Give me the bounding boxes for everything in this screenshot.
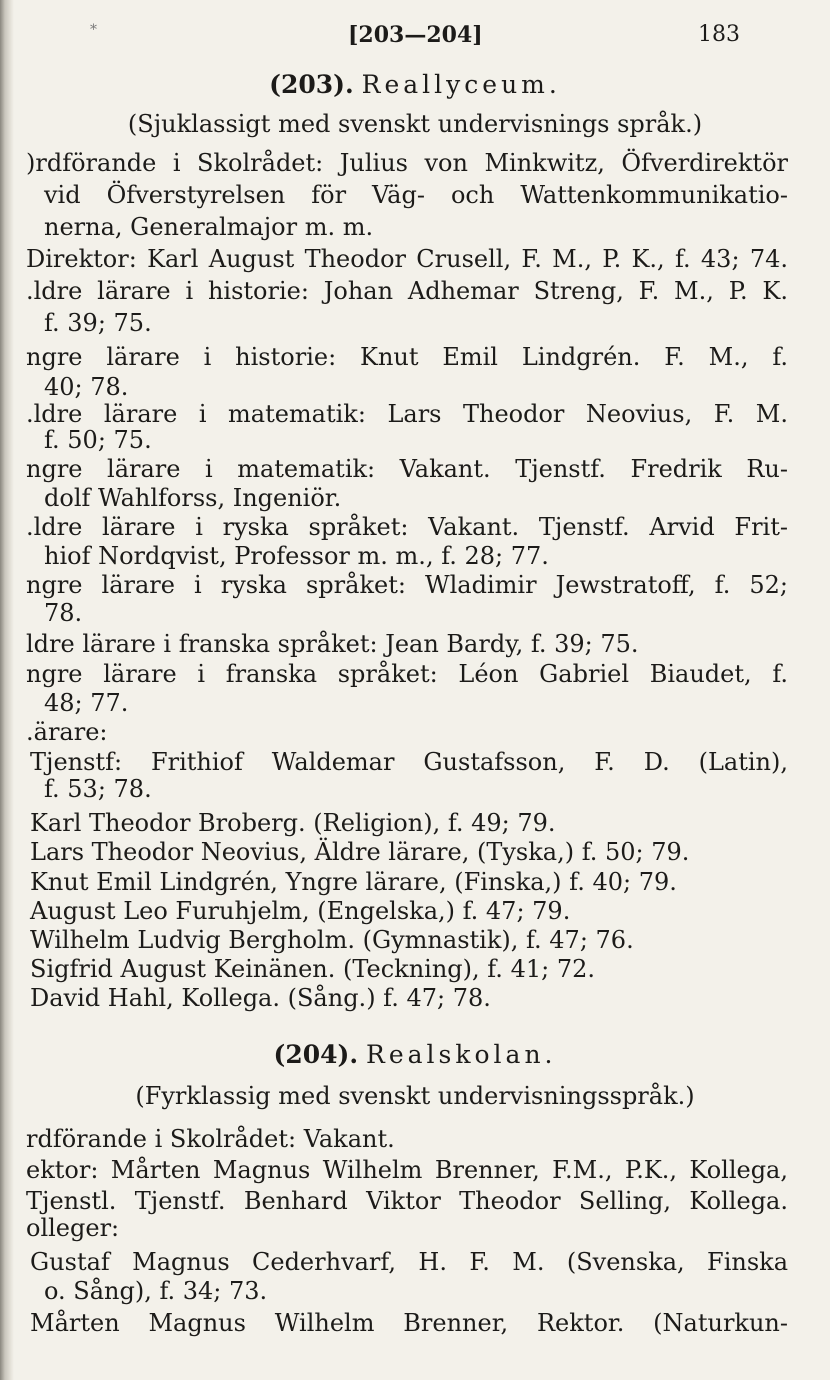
text-line: rdförande i Skolrådet: Vakant. <box>26 1125 395 1153</box>
page-mark: * <box>90 22 97 38</box>
page-number: 183 <box>698 22 740 47</box>
text-line: ngre lärare i franska språket: Léon Gabriel Biaudet, f. <box>26 660 788 688</box>
text-line: .ldre lärare i historie: Johan Adhemar Streng, F. M., P. K. <box>26 277 788 305</box>
text-line: .ldre lärare i matematik: Lars Theodor Neovius, F. M. <box>26 400 788 428</box>
text-line: ngre lärare i matematik: Vakant. Tjenstf. Fredrik Ru- <box>26 455 788 483</box>
text-line: Karl Theodor Broberg. (Religion), f. 49; 79. <box>30 809 556 837</box>
text-line: olleger: <box>26 1214 120 1242</box>
section-name: Reallyceum. <box>361 70 561 99</box>
text-line: f. 53; 78. <box>44 775 152 803</box>
text-line: August Leo Furuhjelm, (Engelska,) f. 47; 79. <box>30 897 571 925</box>
text-line: nerna, Generalmajor m. m. <box>44 213 374 241</box>
text-line: ngre lärare i historie: Knut Emil Lindgrén. F. M., f. <box>26 343 788 371</box>
text-line: Lars Theodor Neovius, Äldre lärare, (Tyska,) f. 50; 79. <box>30 838 690 866</box>
text-line: dolf Wahlforss, Ingeniör. <box>44 484 342 512</box>
text-line: )rdförande i Skolrådet: Julius von Minkwitz, Öfverdirektör <box>26 149 788 177</box>
text-line: Tjenstl. Tjenstf. Benhard Viktor Theodor Selling, Kollega. <box>26 1187 788 1215</box>
text-line: vid Öfverstyrelsen för Väg- och Wattenkommunikatio- <box>44 181 788 209</box>
text-line: o. Sång), f. 34; 73. <box>44 1277 268 1305</box>
text-line: ektor: Mårten Magnus Wilhelm Brenner, F.M., P.K., Kollega, <box>26 1156 788 1184</box>
text-line: hiof Nordqvist, Professor m. m., f. 28; 77. <box>44 542 549 570</box>
section-number: (204). <box>273 1040 359 1069</box>
text-line: Mårten Magnus Wilhelm Brenner, Rektor. (Naturkun- <box>30 1309 788 1337</box>
text-line: Tjenstf: Frithiof Waldemar Gustafsson, F. D. (Latin), <box>30 748 788 776</box>
text-line: Wilhelm Ludvig Bergholm. (Gymnastik), f. 47; 76. <box>30 926 634 954</box>
text-line: 78. <box>44 599 83 627</box>
section-subtitle: (Fyrklassig med svenskt undervisningsspråk.) <box>135 1082 695 1110</box>
text-line: ngre lärare i ryska språket: Wladimir Jewstratoff, f. 52; <box>26 571 788 599</box>
section-title <box>0 1040 830 1069</box>
text-line: Gustaf Magnus Cederhvarf, H. F. M. (Svenska, Finska <box>30 1248 788 1276</box>
section-subtitle: (Sjuklassigt med svenskt undervisnings språk.) <box>127 110 703 138</box>
page-gutter <box>0 0 14 1380</box>
text-line: Direktor: Karl August Theodor Crusell, F. M., P. K., f. 43; 74. <box>26 245 788 273</box>
text-line: Sigfrid August Keinänen. (Teckning), f. 41; 72. <box>30 955 595 983</box>
text-line: f. 39; 75. <box>44 309 152 337</box>
section-title <box>0 70 830 99</box>
text-line: 48; 77. <box>44 689 129 717</box>
section-range: [203—204] <box>348 22 483 48</box>
text-line: .ärare: <box>26 718 108 746</box>
section-name: Realskolan. <box>366 1040 557 1069</box>
text-line: .ldre lärare i ryska språket: Vakant. Tjenstf. Arvid Frit- <box>26 513 788 541</box>
section-number: (203). <box>269 70 354 99</box>
text-line: 40; 78. <box>44 373 129 401</box>
running-head <box>0 22 830 52</box>
text-line: David Hahl, Kollega. (Sång.) f. 47; 78. <box>30 984 491 1012</box>
text-line: Knut Emil Lindgrén, Yngre lärare, (Finska,) f. 40; 79. <box>30 868 677 896</box>
text-line: ldre lärare i franska språket: Jean Bardy, f. 39; 75. <box>26 630 639 658</box>
text-line: f. 50; 75. <box>44 426 152 454</box>
